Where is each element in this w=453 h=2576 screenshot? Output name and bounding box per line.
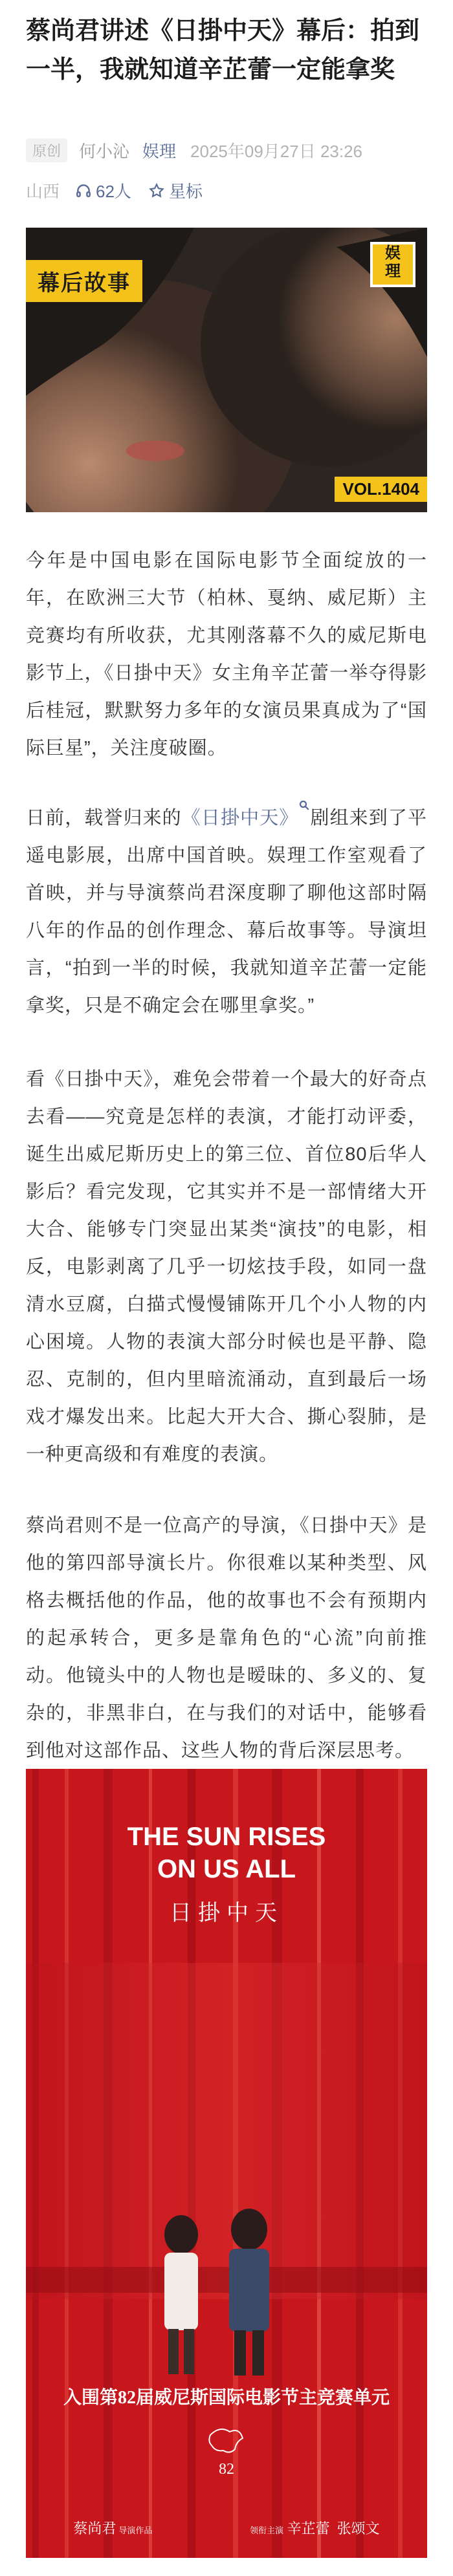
p2-text-before: 日前，载誉归来的 [26,808,182,828]
account-link[interactable]: 娱理 [142,142,177,161]
listen-count: 62人 [96,182,131,201]
body-paragraph-1: 今年是中国电影在国际电影节全面绽放的一年，在欧洲三大节（柏林、戛纳、威尼斯）主竞赛均有所收获，尤其刚落幕不久的威尼斯电影节上，《日掛中天》女主角辛芷蕾一举夺得影后桂冠，默默努力多年的女演员果真成为了“国际巨星”，关注度破圈。 [26,550,427,759]
cover-logo [370,242,415,287]
cast-credit [247,2518,380,2538]
star-button[interactable] [148,179,203,202]
author-name: 何小沁 [79,142,130,161]
location: 山西 [26,182,60,201]
body-paragraph-3: 看《日掛中天》，难免会带着一个最大的好奇点去看——究竟是怎样的表演，才能打动评委，诞生出威尼斯历史上的第三位、首位80后华人影后？看完发现，它其实并不是一部情绪大开大合、能够专门突显出某类“演技”的电影，相反，电影剥离了几乎一切炫技手段，如同一盘清水豆腐，白描式慢慢铺陈开几个小人物的内心困境。人物的表演大部分时候也是平静、隐忍、克制的，但内里暗流涌动，直到最后一场戏才爆发出来。比起大开大合、撕心裂肺，是一种更高级和有难度的表演。 [26,1069,427,1465]
poster-english-title [26,1821,427,1885]
headphones-icon [75,182,92,199]
listen-button[interactable] [75,179,131,202]
star-icon [148,182,165,199]
search-icon [298,799,310,811]
poster-festival-line: 入围第82届威尼斯国际电影节主竞赛单元 [63,2388,390,2408]
cover-badge: 幕后故事 [26,260,142,302]
movie-link-text: 《日掛中天》 [181,808,299,828]
director-credit [73,2518,152,2538]
poster-title-line-1: THE SUN RISES [127,1823,326,1851]
p2-text-after: 剧组来到了平遥电影展，出席中国首映。娱理工作室观看了首映，并与导演蔡尚君深度聊了聊他这部时隔八年的作品的创作理念、幕后故事等。导演坦言，“拍到一半的时候，我就知道辛芷蕾一定能拿奖，只是不确定会在哪里拿奖。” [26,808,427,1016]
director-role: 导演作品 [118,2526,153,2535]
cover-logo-bottom: 理 [385,263,401,280]
star-label: 星标 [168,182,203,201]
article-title: 蔡尚君讲述《日掛中天》幕后：拍到一半，我就知道辛芷蕾一定能拿奖 [26,17,420,83]
cast-role: 领衔主演 [250,2526,284,2535]
venice-lion-logo [204,2422,249,2484]
poster-title-line-2: ON US ALL [157,1855,296,1883]
body-paragraph-4: 蔡尚君则不是一位高产的导演，《日掛中天》是他的第四部导演长片。你很难以某种类型、风格去概括他的作品，他的故事也不会有预期内的起承转合，更多是靠角色的“心流”向前推动。他镜头中的人物也是暧昧的、多义的、复杂的，非黑非白，在与我们的对话中，能够看到他对这部作品、这些人物的背后深层思考。 [26,1515,427,1761]
actor-1: 辛芷蕾 [287,2520,330,2537]
director-name: 蔡尚君 [73,2520,116,2537]
cover-logo-top: 娱 [385,244,401,262]
poster-credits [26,2518,427,2538]
actor-2: 张颂文 [337,2520,380,2537]
publish-date: 2025年09月27日 23:26 [190,142,363,161]
movie-poster [26,1769,427,2558]
body-paragraph-2 [26,799,427,1024]
cover-volume-label: VOL.1404 [335,477,427,502]
original-tag: 原创 [26,138,67,162]
movie-search-link[interactable] [182,808,311,828]
article-meta-row [26,138,362,162]
poster-chinese-title: 日掛中天 [170,1901,283,1925]
venice-number: 82 [219,2461,234,2478]
article-meta-row-2 [26,179,203,202]
cover-image [26,228,427,512]
